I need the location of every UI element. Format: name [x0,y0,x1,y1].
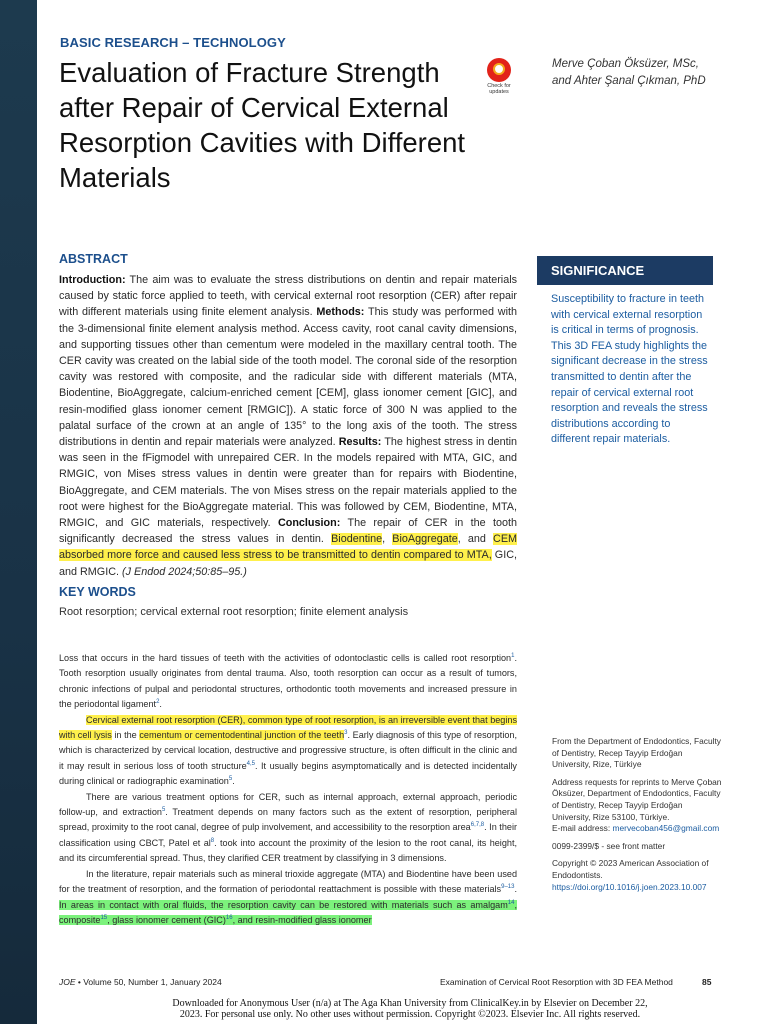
author-line-1: Merve Çoban Öksüzer, MSc, [552,58,699,70]
footer-journal-info: JOE • Volume 50, Number 1, January 2024 [59,977,222,987]
reference-link[interactable]: 3 [344,730,348,737]
highlight-cem-sentence[interactable]: CEM absorbed more force and caused less stress to be transmitted to dentin compared to MTA, [59,533,518,562]
doi-link[interactable]: https://doi.org/10.1016/j.joen.2023.10.007 [552,881,707,892]
reference-link[interactable]: 5 [228,776,233,783]
abstract-body: Introduction: The aim was to evaluate the stress distributions on dentin and repair materials caused by static force applied to teeth, with cervical external root resorption (CER) after repair with different materials using finite element analysis. Methods: This study was performed with the 3-dimensional finite element analysis method. Access cavity, root canal cavity dimensions, and supporting tissues other than cementum were modeled in the maxillary central tooth. The CER cavity was created on the labial side of the tooth model. The coronal side of the resorption cavity was restored with composite, and the radicular side with different materials (MTA, Biodentine, BioAggregate, calcium-enriched cement [CEM], glass ionomer cement [GIC], and resin-modified glass ionomer cement [RMGIC]). A static force of 300 N was applied to the palatal surface of the crown at an angle of 135° to the long axis of the tooth. The stress distributions in dentin and repair materials were analyzed. Results: The highest stress in dentin was seen in the fFigmodel with unrepaired CER. In the models repaired with MTA, GIC, and RMGIC, von Mises stress values in dentin were greater than for repairs with Biodentine, BioAggregate, and CEM materials. The von Mises stress on the repair materials applied to the root were highest for the BioAggregate material. This was followed by CEM, Biodentine, MTA, RMGIC, and GIC materials, respectively. Conclusion: The repair of CER in the tooth significantly decreased the stress values in dentin. Biodentine, BioAggregate, and CEM absorbed more force and caused less stress to be transmitted to dentin compared to MTA, GIC, and RMGIC. (J Endod 2024;50:85–95.) [59,274,518,578]
download-notice: Downloaded for Anonymous User (n/a) at The Aga Khan University from ClinicalKey.in by Elsevier on December 22, 2023. For personal use only. No other uses without permission. Copyright ©2023. Elsevier Inc. All rights reserved. [172,998,648,1020]
highlight-cer-definition[interactable]: Cervical external root resorption (CER), common type of root resorption, is an irreversible event that begins with cell lysis [59,714,517,741]
keywords-heading: KEY WORDS [59,585,136,599]
reference-link[interactable]: 5 [161,807,166,814]
highlight-biodentine[interactable]: Biodentine [331,533,383,546]
body-paragraph-2: Cervical external root resorption (CER), common type of root resorption, is an irreversible event that begins with cell lysis in the cementum or cementodentinal junction of the teeth$^3$. Early diagnosis of this type of resorption, which is characterized by cervical location, destructive and progressive structure, is often difficult in the clinic and it may result in serious loss of tooth structure$^{4,5}$. It usually begins asymptomatically and is detected incidentally during clinical or radiographic examination$^5$. [59,714,517,787]
check-for-updates-icon [487,58,511,82]
results-text: The highest stress in dentin was seen in the fFigmodel with unrepaired CER. In the models repaired with MTA, GIC, and RMGIC, von Mises stress values in dentin were greater than for repairs with Biodentine, BioAggregate, and CEM materials. The von Mises stress on the repair materials applied to the root were highest for the BioAggregate material. This was followed by CEM, Biodentine, MTA, RMGIC, and GIC materials, respectively. [59,436,517,530]
reference-link[interactable]: 16 [225,914,233,921]
affiliation-block [552,736,722,899]
email-link[interactable]: mervecoban456@gmail.com [612,823,720,834]
conclusion-label: Conclusion: [277,517,341,530]
intro-text: The aim was to evaluate the stress distributions on dentin and repair materials caused by static force applied to teeth, with cervical external root resorption (CER) after repair with different materials using finite element analysis. [59,274,517,319]
citation: (J Endod 2024;50:85–95.) [122,565,247,578]
reference-link[interactable]: 15 [100,914,108,921]
methods-text: This study was performed with the 3-dimensional finite element analysis method. Access cavity, root canal cavity dimensions, and supporting tissues other than cementum were modeled in the maxillary central tooth. The CER cavity was created on the labial side of the tooth model. The coronal side of the resorption cavity was restored with composite, and the radicular side with different materials (MTA, Biodentine, BioAggregate, calcium-enriched cement [CEM], glass ionomer cement [GIC], and resin-modified glass ionomer cement [RMGIC]). A static force of 300 N was applied to the palatal surface of the crown at an angle of 135° to the long axis of the tooth. The stress distributions in dentin and repair materials were analyzed. [59,306,517,449]
reference-link[interactable]: 6,7,8 [470,822,485,829]
section-label: BASIC RESEARCH – TECHNOLOGY [60,35,286,50]
significance-heading: SIGNIFICANCE [537,256,713,285]
conclusion-text: The repair of CER in the tooth significantly decreased the stress values in dentin. [59,517,517,546]
journal-name: JOE [59,977,76,987]
reference-link[interactable]: 2 [156,699,160,706]
keywords-text: Root resorption; cervical external root resorption; finite element analysis [59,606,409,618]
results-label: Results: [338,436,382,449]
author-list [552,56,732,90]
reference-link[interactable]: 4,5 [246,760,255,767]
body-paragraph-3: There are various treatment options for CER, such as internal approach, external approach, periodic follow-up, and extraction$^5$. Treatment depends on many factors such as the extent of resorption, peripheral spread, proximity to the root canal, degree of pulp involvement, and accessibility to the resorption area$^{6,7,8}$. In their classification using CBCT, Patel et $al^8$. took into account the proximity of the lesion to the root canal, its height, and its circumferential spread. Thus, they clarified CER treatment by classifying in 3 dimensions. [59,791,518,864]
reference-link[interactable]: 14 [507,899,515,906]
check-for-updates-badge[interactable] [481,58,517,98]
affiliation-address: Address requests for reprints to Merve Çoban Öksüzer, Department of Endodontics, Faculty of Dentistry, Recep Tayyip Erdoğan University, Rize 53100, Türkiye. E-mail address: mervecoban456@gmail.com [552,776,722,834]
article-title: Evaluation of Fracture Strength after Repair of Cervical External Resorption Cavities with Different Materials [59,57,466,193]
sidebar-strip [0,0,37,1024]
body-text [59,651,517,928]
highlight-bioaggregate[interactable]: BioAggregate [392,533,458,546]
body-paragraph-4: In the literature, repair materials such as mineral trioxide aggregate (MTA) and Biodentine have been used for the treatment of resorption, and the formation of periodontal reattachment is possible with these materials$^{9-13}$. In areas in contact with oral fluids, the resorption cavity can be restored with materials such as amalgam$^{14}$, composite$^{15}$, glass ionomer cement (GIC)$^{16}$, and resin-modified glass ionomer [59,868,517,925]
check-for-updates-label: Check for updates [487,83,511,95]
intro-label: Introduction: [59,274,126,286]
methods-label: Methods: [316,306,365,319]
significance-text: Susceptibility to fracture in teeth with cervical external resorption is critical in terms of prognosis. This 3D FEA study highlights the significant decrease in the stress transmitted to dentin after the repair of cervical external root resorption and reveals the stress distributions according to different repair materials. [551,293,708,446]
abstract-heading: ABSTRACT [59,252,128,266]
page-number: 85 [702,977,712,987]
body-paragraph-1: Loss that occurs in the hard tissues of teeth with the activities of odontoclastic cells is called root resorption$^1$. Tooth resorption usually originates from dental trauma. Also, tooth resorption can occur as a result of tumors, chronic infections of pulpal and periodontal structures, orthodontic tooth movements and increased pressure in the periodontal ligament$^2$. [59,653,517,710]
reference-link[interactable]: 8 [210,837,215,844]
copyright: Copyright © 2023 American Association of Endodontists. https://doi.org/10.1016/j.joen.2023.10.007 [552,858,709,892]
affiliation-from: From the Department of Endodontics, Faculty of Dentistry, Recep Tayyip Erdoğan University, Rize, Türkiye [552,736,721,770]
issn: 0099-2399/$ - see front matter [552,840,666,851]
reference-link[interactable]: 9–13 [501,884,515,891]
highlight-oral-fluids[interactable]: In areas in contact with oral fluids, the resorption cavity can be restored with materials such as amalgam$^{14}$, composite$^{15}$, glass ionomer cement (GIC)$^{16}$, and resin-modified glass ionomer [59,899,517,925]
author-line-2: and Ahter Şanal Çıkman, PhD [552,75,706,87]
reference-link[interactable]: 1 [511,653,515,659]
highlight-cementum[interactable]: cementum or cementodentinal junction of the teeth [139,730,345,741]
footer-running-title: Examination of Cervical Root Resorption with 3D FEA Method [440,977,673,987]
